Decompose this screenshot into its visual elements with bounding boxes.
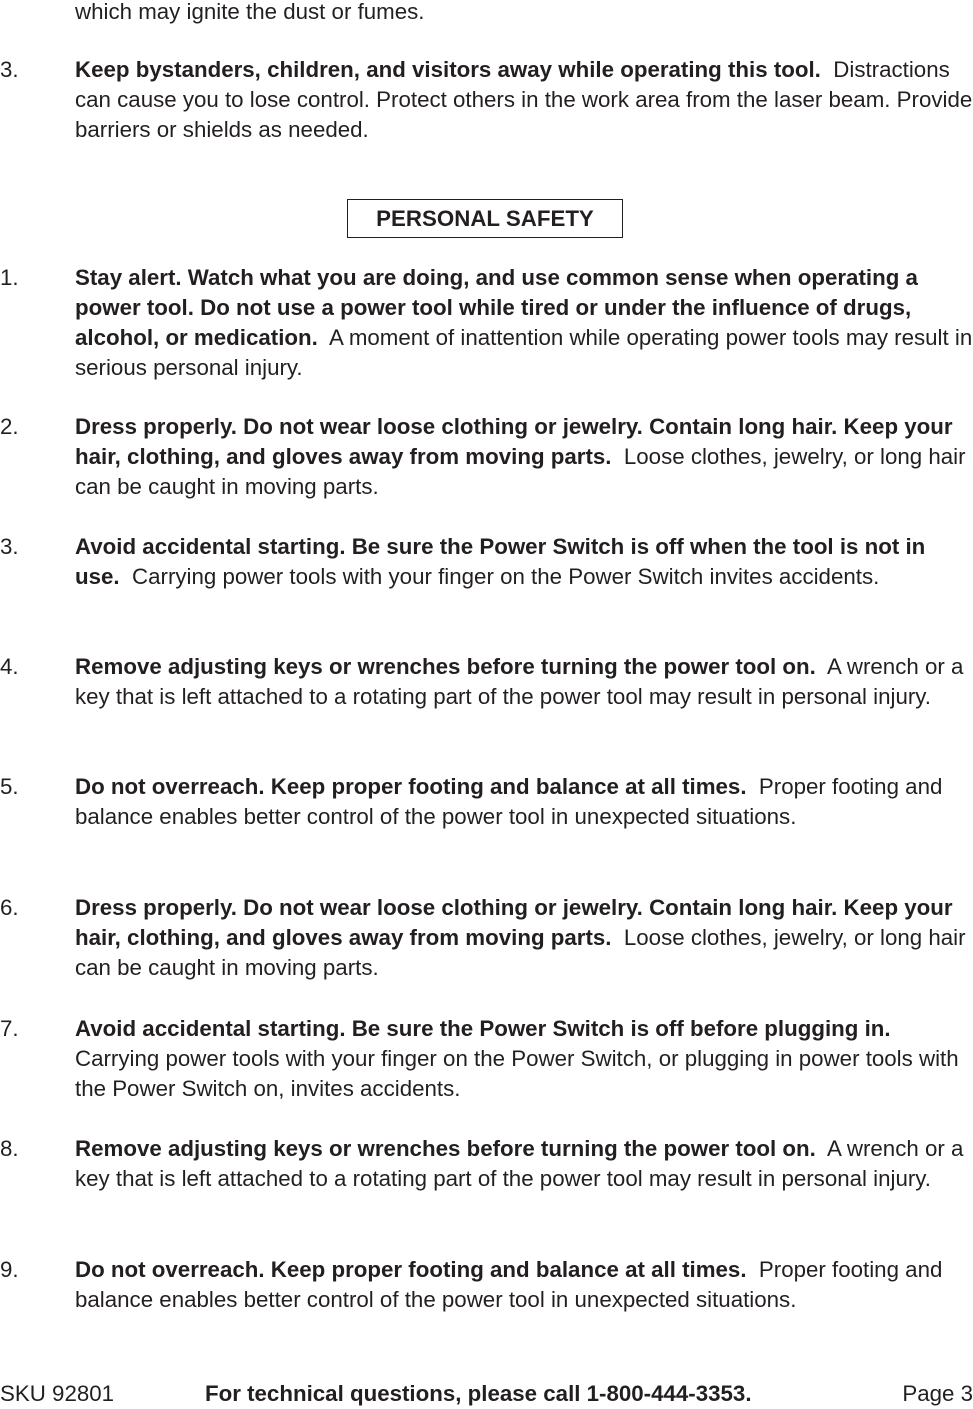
continuation-text: which may ignite the dust or fumes. [75, 0, 425, 24]
item-bold: Avoid accidental starting. Be sure the Power Switch is off when the tool is not in use. [75, 534, 926, 589]
item-number: 3. [0, 534, 19, 559]
item-text: A wrench or a key that is left attached to a rotating part of the power tool may result in personal injury. [75, 1136, 964, 1191]
item-text: A wrench or a key that is left attached to a rotating part of the power tool may result in personal injury. [75, 654, 964, 709]
personal-safety-item [0, 1255, 973, 1315]
item-number: 1. [0, 265, 19, 290]
item-number: 2. [0, 414, 19, 439]
personal-safety-item [0, 263, 973, 383]
item-bold: Remove adjusting keys or wrenches before turning the power tool on. [75, 654, 816, 679]
personal-safety-item [0, 1134, 973, 1194]
item-text: Carrying power tools with your finger on the Power Switch invites accidents. [132, 564, 880, 589]
item-number: 9. [0, 1257, 19, 1282]
item-text: Distractions can cause you to lose control. Protect others in the work area from the laser beam. Provide barriers or shields as needed. [75, 57, 973, 142]
item-text: Proper footing and balance enables better control of the power tool in unexpected situations. [75, 774, 943, 829]
item-bold: Avoid accidental starting. Be sure the Power Switch is off before plugging in. [75, 1016, 891, 1041]
item-text: A moment of inattention while operating power tools may result in serious personal injury. [75, 325, 973, 380]
item-bold: Stay alert. Watch what you are doing, and use common sense when operating a power tool. Do not use a power tool while tired or under the influence of drugs, alcohol, or medication. [75, 265, 918, 350]
work-area-item [0, 55, 973, 145]
personal-safety-item [0, 412, 973, 502]
footer-sku: SKU 92801 [0, 1381, 115, 1406]
item-bold: Keep bystanders, children, and visitors away while operating this tool. [75, 57, 821, 82]
item-bold: Do not overreach. Keep proper footing and balance at all times. [75, 774, 747, 799]
item-number: 3. [0, 57, 19, 82]
item-text: Loose clothes, jewelry, or long hair can be caught in moving parts. [75, 444, 966, 499]
footer-support: For technical questions, please call 1-800-444-3353. [205, 1381, 752, 1406]
footer-page-number: Page 3 [902, 1381, 973, 1406]
item-bold: Remove adjusting keys or wrenches before turning the power tool on. [75, 1136, 816, 1161]
personal-safety-item [0, 772, 973, 832]
item-number: 8. [0, 1136, 19, 1161]
personal-safety-item [0, 1014, 973, 1104]
section-heading: PERSONAL SAFETY [347, 199, 623, 238]
personal-safety-item [0, 532, 973, 592]
personal-safety-item [0, 893, 973, 983]
item-number: 7. [0, 1016, 19, 1041]
item-number: 6. [0, 895, 19, 920]
item-text: Proper footing and balance enables better control of the power tool in unexpected situations. [75, 1257, 943, 1312]
item-bold: Dress properly. Do not wear loose clothing or jewelry. Contain long hair. Keep your hair, clothing, and gloves away from moving parts. [75, 414, 953, 469]
item-number: 4. [0, 654, 19, 679]
item-text: Loose clothes, jewelry, or long hair can be caught in moving parts. [75, 925, 966, 980]
page-footer [0, 1379, 973, 1409]
item-bold: Dress properly. Do not wear loose clothing or jewelry. Contain long hair. Keep your hair, clothing, and gloves away from moving parts. [75, 895, 953, 950]
item-bold: Do not overreach. Keep proper footing and balance at all times. [75, 1257, 747, 1282]
item-text: Carrying power tools with your finger on the Power Switch, or plugging in power tools with the Power Switch on, invites accidents. [75, 1046, 959, 1101]
personal-safety-item [0, 652, 973, 712]
item-number: 5. [0, 774, 19, 799]
